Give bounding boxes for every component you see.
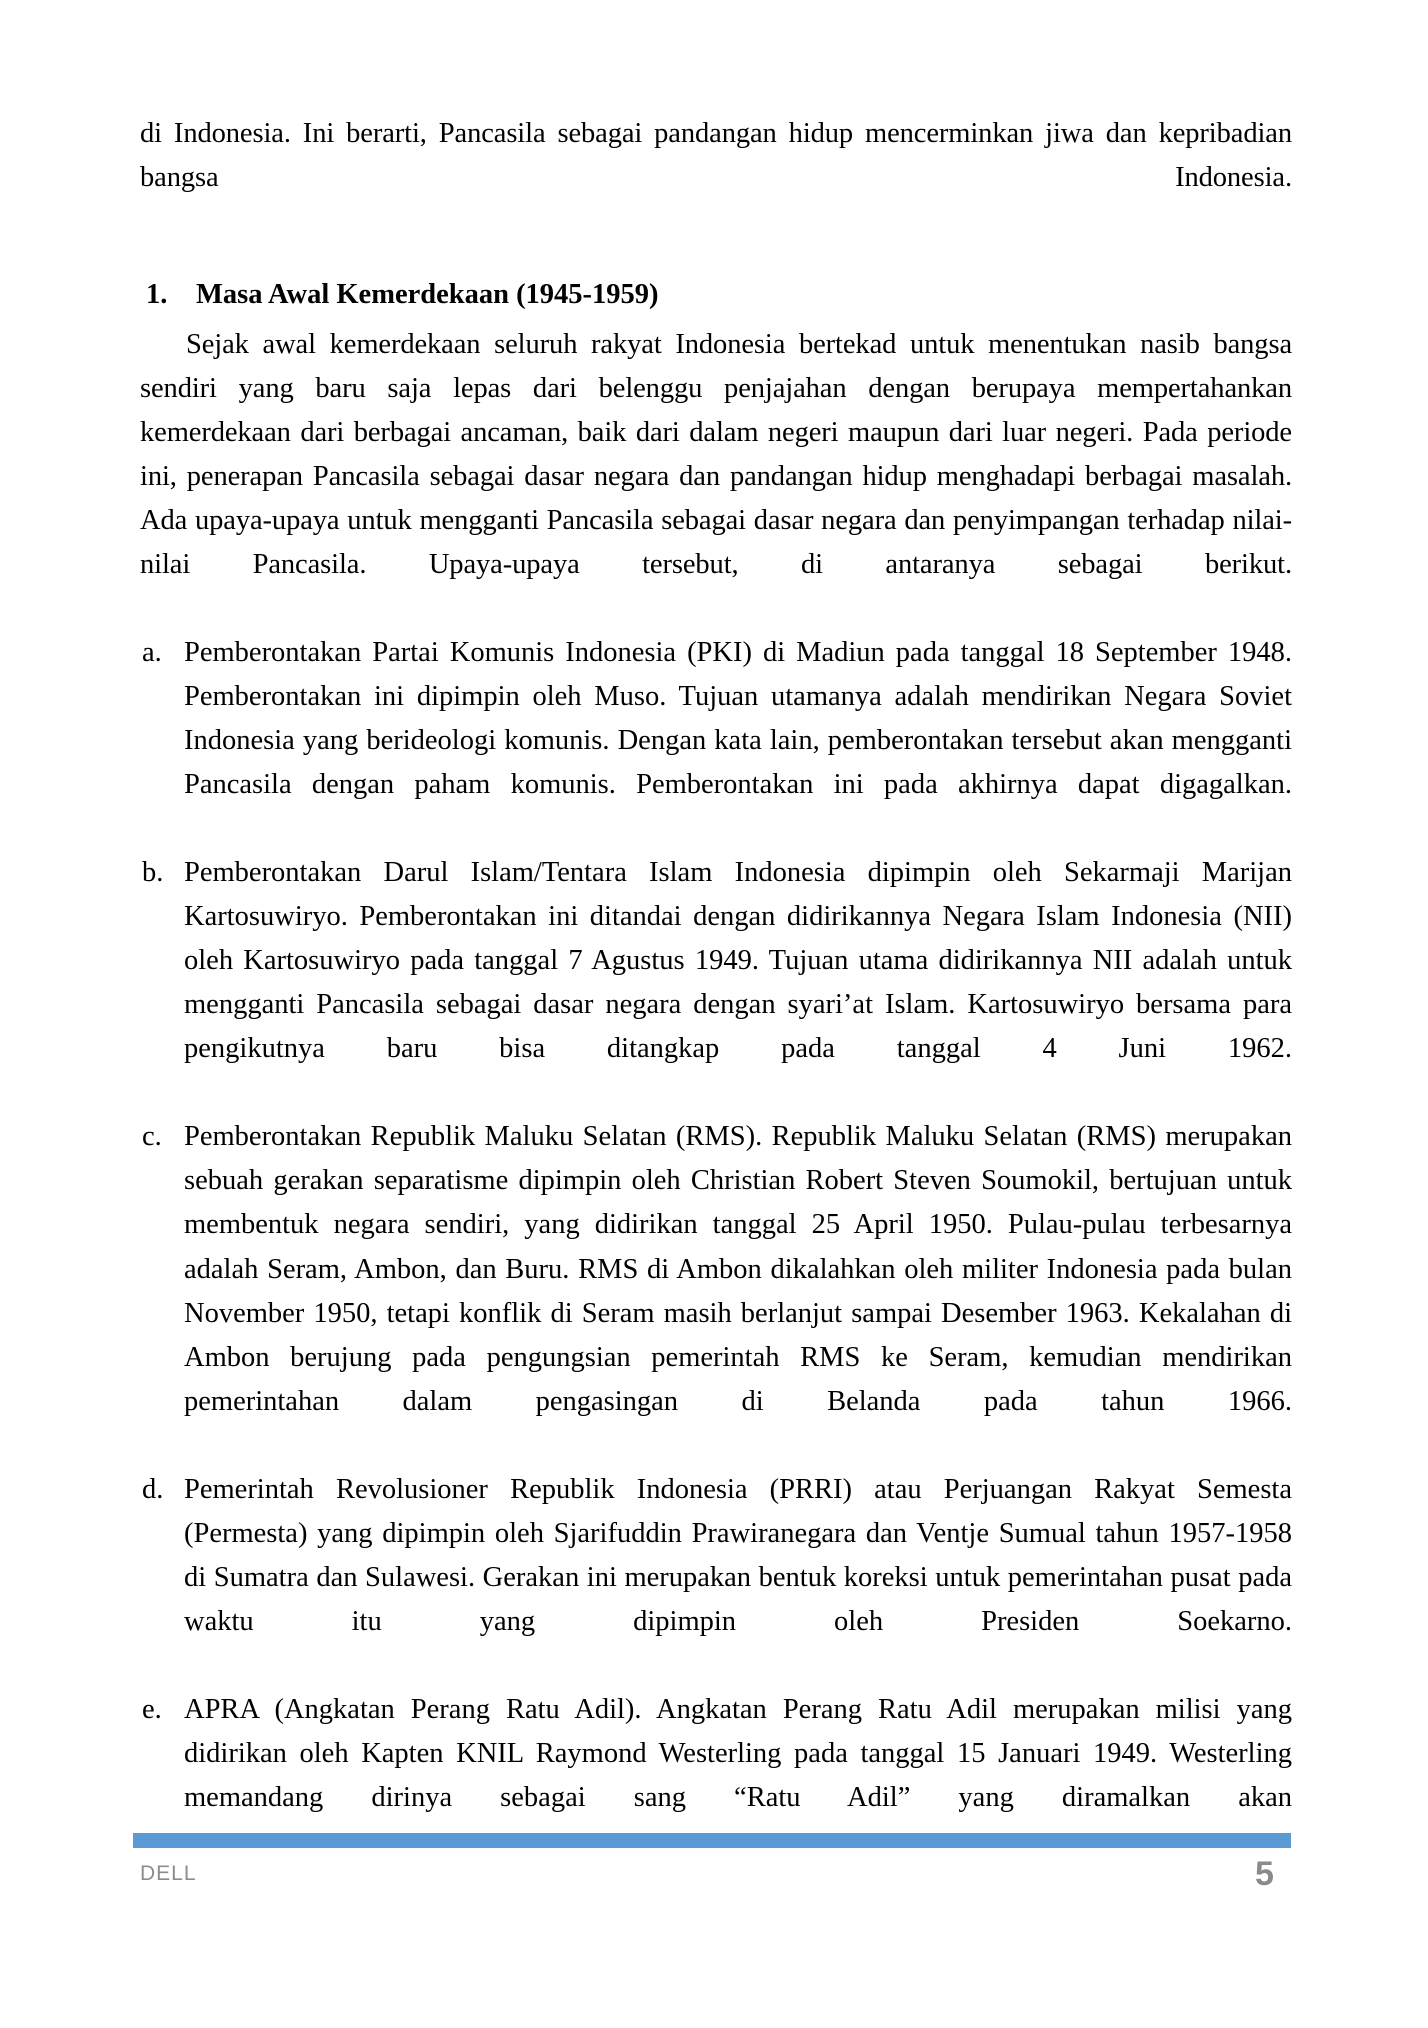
list-item-text: Pemberontakan Darul Islam/Tentara Islam Indonesia dipimpin oleh Sekarmaji Marijan Kartosuwiryo. Pemberontakan ini ditandai dengan didirikannya Negara Islam Indonesia (NII) oleh Kartosuwiryo pada tanggal 7 Agustus 1949. Tujuan utama didirikannya NII adalah untuk mengganti Pancasila sebagai dasar negara dengan syari’at Islam. Kartosuwiryo bersama para pengikutnya baru bisa ditangkap pada tanggal 4 Juni 1962. — [184, 857, 1292, 1065]
list-item-marker: e. — [142, 1693, 162, 1725]
list-item-marker: b. — [142, 857, 164, 889]
continued-paragraph: di Indonesia. Ini berarti, Pancasila sebagai pandangan hidup mencerminkan jiwa dan kepribadian bangsa Indonesia. — [140, 118, 1292, 194]
list-item-text: Pemberontakan Republik Maluku Selatan (RMS). Republik Maluku Selatan (RMS) merupakan sebuah gerakan separatisme dipimpin oleh Christian Robert Steven Soumokil, bertujuan untuk membentuk negara sendiri, yang didirikan tanggal 25 April 1950. Pulau-pulau terbesarnya adalah Seram, Ambon, dan Buru. RMS di Ambon dikalahkan oleh militer Indonesia pada bulan November 1950, tetapi konflik di Seram masih berlanjut sampai Desember 1963. Kekalahan di Ambon berujung pada pengungsian pemerintah RMS ke Seram, kemudian mendirikan pemerintahan dalam pengasingan di Belanda pada tahun 1966. — [184, 1121, 1292, 1417]
list-item-marker: a. — [142, 637, 162, 669]
section-title: Masa Awal Kemerdekaan (1945-1959) — [196, 279, 659, 311]
list-item — [140, 1115, 1292, 1467]
list-item-text: Pemberontakan Partai Komunis Indonesia (PKI) di Madiun pada tanggal 18 September 1948. Pemberontakan ini dipimpin oleh Muso. Tujuan utamanya adalah mendirikan Negara Soviet Indonesia yang berideologi komunis. Dengan kata lain, pemberontakan tersebut akan mengganti Pancasila dengan paham komunis. Pemberontakan ini pada akhirnya dapat digagalkan. — [184, 637, 1292, 801]
page-content — [140, 112, 1292, 1864]
section-number: 1. — [146, 279, 168, 311]
list-item — [140, 851, 1292, 1115]
footer-author-label: DELL — [140, 1862, 197, 1885]
footer-accent-bar — [133, 1833, 1291, 1848]
list-item-text: APRA (Angkatan Perang Ratu Adil). Angkatan Perang Ratu Adil merupakan milisi yang didirikan oleh Kapten KNIL Raymond Westerling pada tanggal 15 Januari 1949. Westerling memandang dirinya sebagai sang “Ratu Adil” yang diramalkan akan — [184, 1693, 1292, 1813]
lettered-list — [140, 631, 1292, 1864]
intro-paragraph: Sejak awal kemerdekaan seluruh rakyat Indonesia bertekad untuk menentukan nasib bangsa sendiri yang baru saja lepas dari belenggu penjajahan dengan berupaya mempertahankan kemerdekaan dari berbagai ancaman, baik dari dalam negeri maupun dari luar negeri. Pada periode ini, penerapan Pancasila sebagai dasar negara dan pandangan hidup menghadapi berbagai masalah. Ada upaya-upaya untuk mengganti Pancasila sebagai dasar negara dan penyimpangan terhadap nilai-nilai Pancasila. Upaya-upaya tersebut, di antaranya sebagai berikut. — [140, 328, 1292, 580]
list-item-text: Pemerintah Revolusioner Republik Indonesia (PRRI) atau Perjuangan Rakyat Semesta (Permesta) yang dipimpin oleh Sjarifuddin Prawiranegara dan Ventje Sumual tahun 1957-1958 di Sumatra dan Sulawesi. Gerakan ini merupakan bentuk koreksi untuk pemerintahan pusat pada waktu itu yang dipimpin oleh Presiden Soekarno. — [184, 1473, 1292, 1637]
list-item — [140, 631, 1292, 851]
section-heading — [140, 274, 1292, 317]
list-item-marker: c. — [142, 1121, 162, 1153]
list-item-marker: d. — [142, 1473, 164, 1505]
page-number: 5 — [1255, 1855, 1274, 1893]
list-item — [140, 1468, 1292, 1688]
